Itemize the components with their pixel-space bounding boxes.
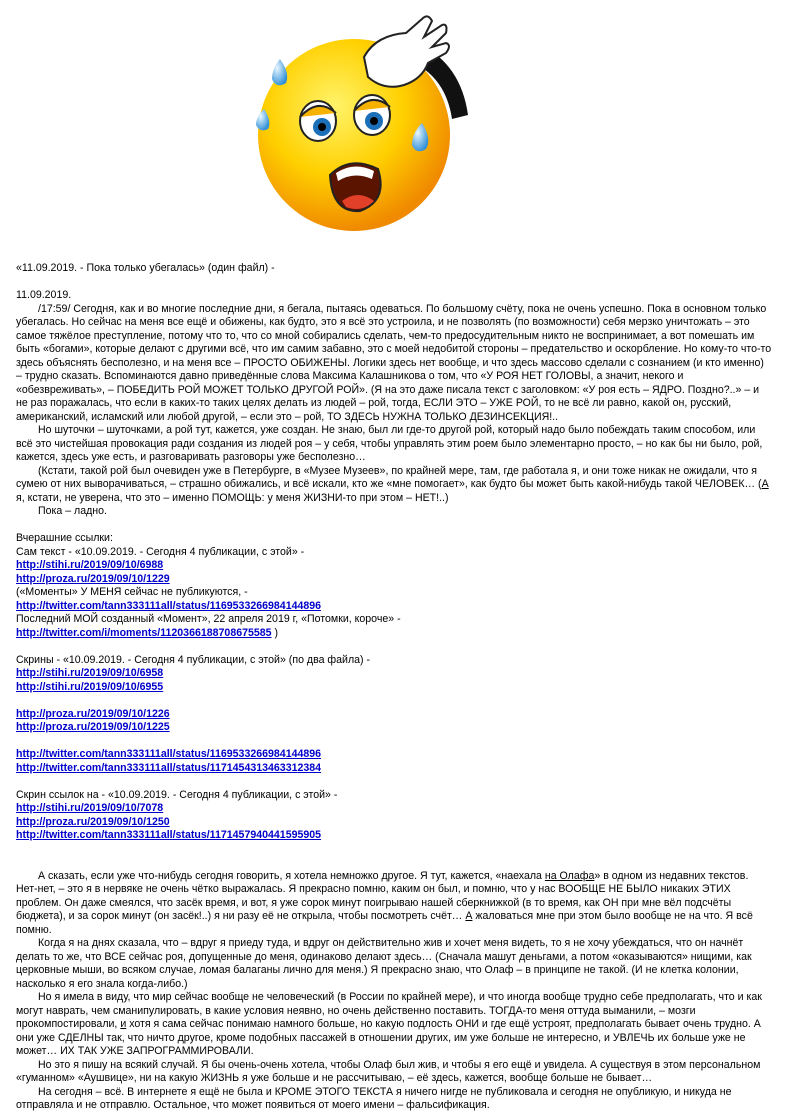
paragraph: /17:59/ Сегодня, как и во многие последние дни, я бегала, пытаясь одеваться. По большому счёту, пока не очень успешно. Пока в основном только убегалась. Но сейчас на меня все ещё и обижены, как будто, это я всё это устроила, и не позволять (по возможности) себя мерзко уничтожать – это самое тяжёлое преступление, потому что то, что со мной собирались сделать, чем-то предосудительным никто не воспринимает, а вот помешать им быть «богами», которые делают с другими всё, что им самим забавно, это с моей недобитой стороны – предательство и оскорбление. Но кому-то что-то здесь объяснять бесполезно, и на меня все – ПРОСТО ОБИЖЕНЫ. Логики здесь нет вообще, и что здесь массово сделали с сознанием (и кто именно) – трудно сказать. Вспоминаются давно приведённые слова Максима Калашникова о том, что «У РОЯ НЕТ ГОЛОВЫ, а значит, некого и «обезвреживать», – ПОБЕДИТЬ РОЙ МОЖЕТ ТОЛЬКО ДРУГОЙ РОЙ». (Я на это даже писала текст с заголовком: «У роя есть – ЯДРО. Поздно?..» – и не раз поражалась, что если в каких-то таких целях делать из людей – рой, тогда, ЕСЛИ ЭТО – УЖЕ РОЙ, то не всё ли равно, какой он, русский, американский, исламский или любой другой, – если это – рой, ТО ЗДЕСЬ НУЖНА ТОЛЬКО ДЕЗИНСЕКЦИЯ!.. [16,302,772,423]
sweat-drop-icon [272,59,287,85]
paragraph: Но я имела в виду, что мир сейчас вообще не человеческий (в России по крайней мере), и что иногда вообще трудно себе предполагать, что и как могут наврать, чем сманипулировать, в какие условия неявно, но очень действенно поставить. ТОГДА-то меня оттуда выманили, – мозги прокомпостировали, и хотя я сама сейчас понимаю намного больше, но какую подлость ОНИ и где ещё устроят, предполагать бывает очень трудно. А они уже СДЕЛНЫ так, что ничто другое, кроме подобных пассажей в отношении других, им уже больше не интересно, и УВЛЕЧЬ их больше уже не может… ИХ ТАК УЖЕ ЗАПРОГРАММИРОВАЛИ. [16,991,762,1057]
document-body: «11.09.2019. - Пока только убегалась» (один файл) - 11.09.2019. /17:59/ Сегодня, как и во многие последние дни, я бегала, пытаясь одеваться. По большому счёту, пока не очень успешно. Пока в основном только убегалась. Но сейчас на меня все ещё и обижены, как будто, это я всё это устроила, и не позволять (по возможности) себя мерзко уничтожать – это самое тяжёлое преступление, потому что то, что со мной собирались сделать, чем-то предосудительным никто не воспринимает, а вот помешать им быть «богами», которые делают с другими всё, что им самим забавно, это с моей недобитой стороны – предательство и оскорбление. Но кому-то что-то здесь объяснять бесполезно, и на меня все – ПРОСТО ОБИЖЕНЫ. Логики здесь нет вообще, и что здесь массово сделали с сознанием (и кто именно) – трудно сказать. Вспоминаются давно приведённые слова Максима Калашникова о том, что «У РОЯ НЕТ ГОЛОВЫ, а значит, некого и «обезвреживать», – ПОБЕДИТЬ РОЙ МОЖЕТ ТОЛЬКО ДРУГОЙ РОЙ». (Я на это даже писала текст с заголовком: «У роя есть – ЯДРО. Поздно?..» – и не раз поражалась, что если в каких-то таких целях делать из людей – рой, тогда, ЕСЛИ ЭТО – УЖЕ РОЙ, то не всё ли равно, какой он, русский, американский, исламский или любой другой, – если это – рой, ТО ЗДЕСЬ НУЖНА ТОЛЬКО ДЕЗИНСЕКЦИЯ!.. Но шуточки – шуточками, а рой тут, кажется, уже создан. Не знаю, был ли где-то другой рой, который надо было побеждать таким способом, или всё это чистейшая провокация ради создания из людей роя – у себя, чтобы управлять этим роем было элементарно просто, – но как бы ни было, рой, кажется, здесь уже есть, и разговаривать разговоры уже бесполезно… (Кстати, такой рой был очевиден уже в Петербурге, в «Музее Музеев», по крайней мере, там, где работала я, и они тоже никак не ожидали, что я сумею от них выворачиваться, – страшно обижались, и всё искали, кто же «мне помогает», как будто бы может быть какой-нибудь такой ЧЕЛОВЕК… (А я, кстати, не уверена, что это – именно ПОМОЩЬ: у меня ЖИЗНИ-то при этом – НЕТ!..) Пока – ладно. Вчерашние ссылки: Сам текст - «10.09.2019. - Сегодня 4 публикации, с этой» - http://stihi.ru/2019/09/10/6988 http://proza.ru/2019/09/10/1229 («Моменты» У МЕНЯ сейчас не публикуются, - http://twitter.com/tann333111all/status/1169533266984144896 Последний МОЙ созданный «Момент», 22 апреля 2019 г, «Потомки, короче» - http://twitter.com/i/moments/1120366188708675585 ) Скрины - «10.09.2019. - Сегодня 4 публикации, с этой» (по два файла) - http://stihi.ru/2019/09/10/6958 http://stihi.ru/2019/09/10/6955 http://proza.ru/2019/09/10/1226 http://proza.ru/2019/09/10/1225 http://twitter.com/tann333111all/status/1169533266984144896 http://twitter.com/tann333111all/status/1171454313463312384 Скрин ссылок на - «10.09.2019. - Сегодня 4 публикации, с этой» - http://stihi.ru/2019/09/10/7078 http://proza.ru/2019/09/10/1250 http://twitter.com/tann333111all/status/1171457940441595905 А сказать, если уже что-нибудь сегодня говорить, я хотела немножко другое. Я тут, кажется, «наехала на Олафа» в одном из недавних текстов. Нет-нет, – это я в нервяке не очень чётко выражалась. Я прекрасно помню, каким он был, и помню, что у нас ВООБЩЕ НЕ БЫЛО никаких ЭТИХ проблем. Он даже смеялся, что засёк время, и вот, я уже сорок минут поигрываю нашей сберкнижкой (в то время, как ОН при мне вёл подсчёты бюджета), и за сорок минут (он засёк!..) я ни разу её не открыла, чтобы посмотреть счёт… А жаловаться мне при этом было вообще не на что. Я всё помню. Когда я на днях сказала, что – вдруг я приеду туда, и вдруг он действительно жив и хочет меня видеть, то я не хочу убеждаться, что он начнёт делать то же, что ВСЕ сейчас роя, допущенные до меня, одинаково делают здесь… (Сначала машут деньгами, а потом «оказываются» нищими, как церковные мыши, во всяком случае, ломая балаганы лично для меня.) Я прекрасно знаю, что Олаф – в принципе не такой. (И не клетка колонии, насколько я его знала когда-либо.) Но я имела в виду, что мир сейчас вообще не человеческий (в России по крайней мере), и что иногда вообще трудно себе предполагать, что и как могут наврать, чем сманипулировать, в какие условия неявно, но очень действенно поставить. ТОГДА-то меня оттуда выманили, – мозги прокомпостировали, и хотя я сама сейчас понимаю намного больше, но какую подлость ОНИ и где ещё устроят, предполагать бывает очень трудно. А они уже СДЕЛНЫ так, что ничто другое, кроме подобных пассажей в отношении других, им уже больше не интересно, и УВЛЕЧЬ их больше уже не может… ИХ ТАК УЖЕ ЗАПРОГРАММИРОВАЛИ. Но это я пишу на всякий случай. Я бы очень-очень хотела, чтобы Олаф был жив, и чтобы я его ещё и увидела. А существуя в этом персональном «гуманном» «Аушвице», ни на какую ЖИЗНЬ я уже больше и не рассчитываю, – её здесь, кажется, вообще больше не бывает… На сегодня – всё. В интернете я ещё не была и КРОМЕ ЭТОГО ТЕКСТА я ничего нигде не публиковала и сегодня не опубликую, и никуда не отправляла и не отправлю. Остальное, что может появиться от моего имени – фальсификация. [16,262,772,1111]
link[interactable]: http://twitter.com/tann333111all/status/1169533266984144896 [16,599,322,612]
right-pupil-core [370,117,378,125]
paragraph: Но шуточки – шуточками, а рой тут, кажется, уже создан. Не знаю, был ли где-то другой рой, который надо было побеждать таким способом, или всё это чистейшая провокация ради создания из людей роя – у себя, чтобы управлять этим роем было элементарно просто, – но как бы ни было, рой, кажется, здесь уже есть, и разговаривать разговоры уже бесполезно… [16,424,763,463]
link[interactable]: http://twitter.com/tann333111all/status/1171454313463312384 [16,761,322,774]
paragraph: На сегодня – всё. В интернете я ещё не была и КРОМЕ ЭТОГО ТЕКСТА я ничего нигде не публиковала и сегодня не опубликую, и никуда не отправляла и не отправлю. Остальное, что может появиться от моего имени – фальсификация. [16,1085,732,1111]
text-line: Последний МОЙ созданный «Момент», 22 апреля 2019 г, «Потомки, короче» - [16,613,401,625]
link[interactable]: http://stihi.ru/2019/09/10/6988 [16,559,164,571]
link[interactable]: http://proza.ru/2019/09/10/1250 [16,815,170,828]
link[interactable]: http://proza.ru/2019/09/10/1225 [16,721,170,733]
sweating-emoji-illustration [246,5,486,245]
screens-title: Скрины - «10.09.2019. - Сегодня 4 публикации, с этой» (по два файла) - [16,653,371,666]
link[interactable]: http://proza.ru/2019/09/10/1229 [16,572,170,585]
link[interactable]: http://stihi.ru/2019/09/10/7078 [16,802,164,814]
link[interactable]: http://stihi.ru/2019/09/10/6958 [16,667,164,679]
entry-date: 11.09.2019. [16,289,72,301]
paragraph: Пока – ладно. [38,505,107,517]
paragraph: (Кстати, такой рой был очевиден уже в Петербурге, в «Музее Музеев», по крайней мере, там, где работала я, и они тоже никак не ожидали, что я сумею от них выворачиваться, – страшно обижались, и всё искали, кто же «мне помогает», как будто бы может быть какой-нибудь такой ЧЕЛОВЕК… (А я, кстати, не уверена, что это – именно ПОМОЩЬ: у меня ЖИЗНИ-то при этом – НЕТ!..) [16,464,769,504]
link[interactable]: http://twitter.com/tann333111all/status/1171457940441595905 [16,829,322,841]
paragraph: А сказать, если уже что-нибудь сегодня говорить, я хотела немножко другое. Я тут, кажется, «наехала на Олафа» в одном из недавних текстов. Нет-нет, – это я в нервяке не очень чётко выражалась. Я прекрасно помню, каким он был, и помню, что у нас ВООБЩЕ НЕ БЫЛО никаких ЭТИХ проблем. Он даже смеялся, что засёк время, и вот, я уже сорок минут поигрываю нашей сберкнижкой (в то время, как ОН при мне вёл подсчёты бюджета), и за сорок минут (он засёк!..) я ни разу её не открыла, чтобы посмотреть счёт… А жаловаться мне при этом было вообще не на что. Я всё помню. [16,869,753,936]
link[interactable]: http://stihi.ru/2019/09/10/6955 [16,680,164,693]
link[interactable]: http://twitter.com/i/moments/1120366188708675585 [16,626,272,639]
screen-links-title: Скрин ссылок на - «10.09.2019. - Сегодня 4 публикации, с этой» - [16,788,338,801]
text-line: Сам текст - «10.09.2019. - Сегодня 4 публикации, с этой» - [16,545,305,558]
paragraph: Но это я пишу на всякий случай. Я бы очень-очень хотела, чтобы Олаф был жив, и чтобы я его ещё и увидела. А существуя в этом персональном «гуманном» «Аушвице», ни на какую ЖИЗНЬ я уже больше и не рассчитываю, – её здесь, кажется, вообще больше не бывает… [16,1058,761,1084]
text-line: («Моменты» У МЕНЯ сейчас не публикуются, - [16,586,248,598]
header-line: «11.09.2019. - Пока только убегалась» (один файл) - [16,262,275,274]
link[interactable]: http://proza.ru/2019/09/10/1226 [16,707,170,720]
yesterday-links-title: Вчерашние ссылки: [16,532,113,544]
left-pupil-core [318,123,326,131]
link[interactable]: http://twitter.com/tann333111all/status/1169533266984144896 [16,748,322,760]
paragraph: Когда я на днях сказала, что – вдруг я приеду туда, и вдруг он действительно жив и хочет меня видеть, то я не хочу убеждаться, что он начнёт делать то же, что ВСЕ сейчас роя, допущенные до меня, одинаково делают здесь… (Сначала машут деньгами, а потом «оказываются» нищими, как церковные мыши, во всяком случае, ломая балаганы лично для меня.) Я прекрасно знаю, что Олаф – в принципе не такой. (И не клетка колонии, насколько я его знала когда-либо.) [16,937,752,990]
